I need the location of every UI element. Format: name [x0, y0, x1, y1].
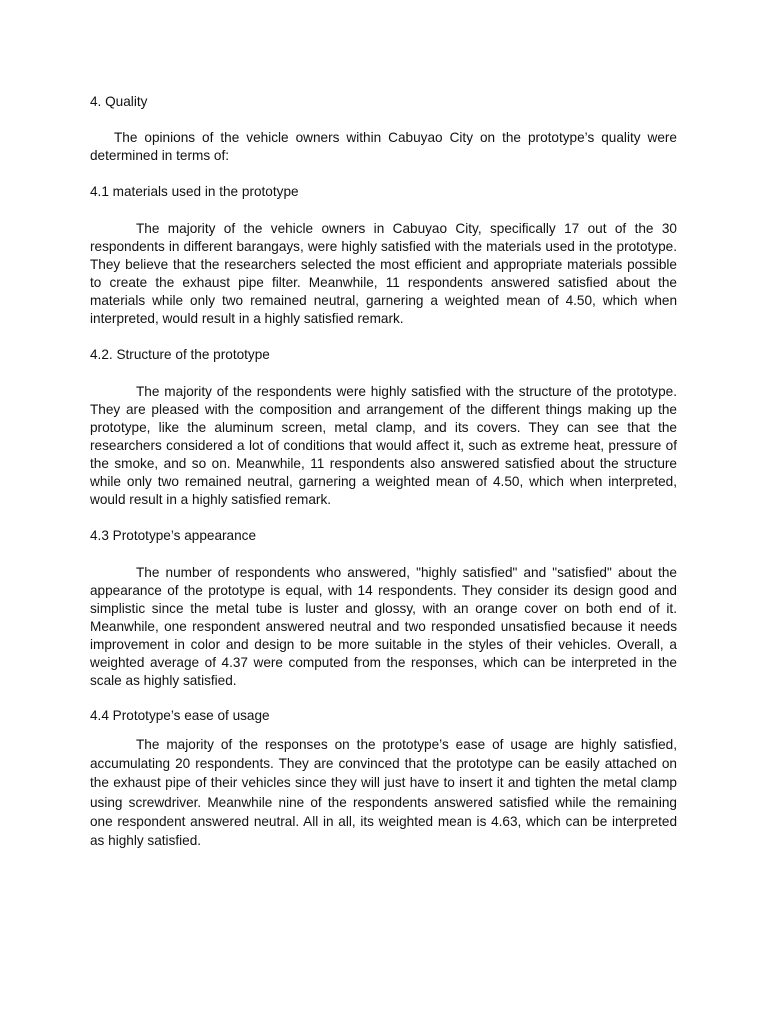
subsection-heading-materials: 4.1 materials used in the prototype	[90, 184, 299, 199]
subsection-heading-structure: 4.2. Structure of the prototype	[90, 347, 270, 362]
subsection-body-materials: The majority of the vehicle owners in Cabuyao City, specifically 17 out of the 30 respondents in different barangays, were highly satisfied with the materials used in the prototype. They believe that the researchers selected the most efficient and appropriate materials possible to create the exhaust pipe filter. Meanwhile, 11 respondents answered satisfied about the materials while only two remained neutral, garnering a weighted mean of 4.50, which when interpreted, would result in a highly satisfied remark.	[90, 221, 677, 326]
section-title: 4. Quality	[90, 94, 148, 109]
subsection-heading-ease-of-usage: 4.4 Prototype’s ease of usage	[90, 708, 270, 723]
subsection-body-structure: The majority of the respondents were highly satisfied with the structure of the prototype. They are pleased with the composition and arrangement of the different things making up the prototype, like the aluminum screen, metal clamp, and its covers. They can see that the researchers considered a lot of conditions that would affect it, such as extreme heat, pressure of the smoke, and so on. Meanwhile, 11 respondents also answered satisfied about the structure while only two remained neutral, garnering a weighted mean of 4.50, which when interpreted, would result in a highly satisfied remark.	[90, 384, 677, 507]
intro-paragraph: The opinions of the vehicle owners within Cabuyao City on the prototype’s quality were determined in terms of:	[90, 130, 677, 163]
subsection-body-appearance: The number of respondents who answered, "highly satisfied" and "satisfied" about the appearance of the prototype is equal, with 14 respondents. They consider its design good and simplistic since the metal tube is luster and glossy, with an orange cover on both end of it. Meanwhile, one respondent answered neutral and two responded unsatisfied because it needs improvement in color and design to be more suitable in the styles of their vehicles. Overall, a weighted average of 4.37 were computed from the responses, which can be interpreted in the scale as highly satisfied.	[90, 565, 677, 688]
subsection-body-ease-of-usage: The majority of the responses on the prototype’s ease of usage are highly satisfied, accumulating 20 respondents. They are convinced that the prototype can be easily attached on the exhaust pipe of their vehicles since they will just have to insert it and tighten the metal clamp using screwdriver. Meanwhile nine of the respondents answered satisfied while the remaining one respondent answered neutral. All in all, its weighted mean is 4.63, which can be interpreted as highly satisfied.	[90, 737, 677, 849]
subsection-heading-appearance: 4.3 Prototype’s appearance	[90, 528, 257, 543]
document-page	[90, 93, 677, 850]
